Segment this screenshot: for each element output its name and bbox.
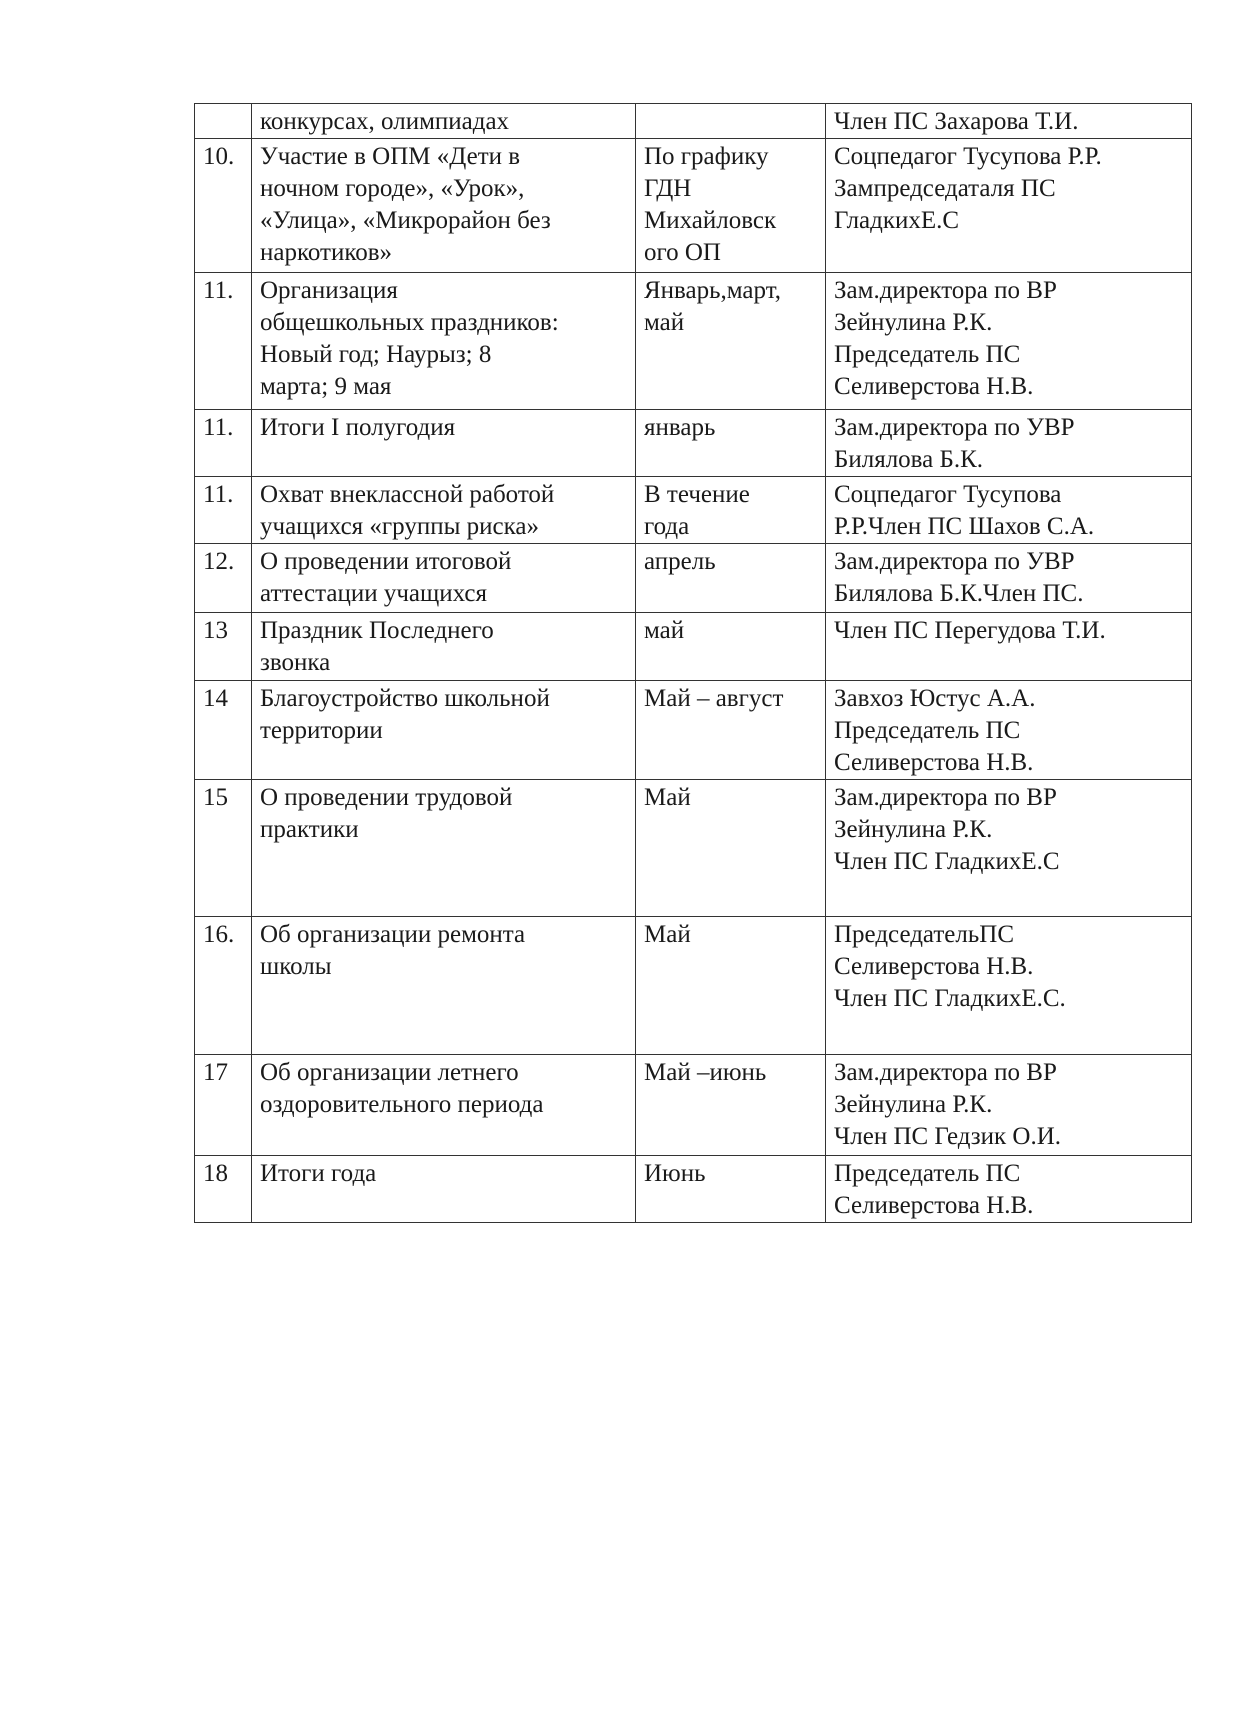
date-cell: Май –июнь xyxy=(636,1055,826,1156)
date-cell: Май – август xyxy=(636,681,826,780)
responsible-cell: ПредседательПС Селиверстова Н.В. Член ПС ГладкихЕ.С. xyxy=(826,917,1192,1055)
responsible-cell: Зам.директора по УВР Билялова Б.К. xyxy=(826,410,1192,477)
date-cell: Июнь xyxy=(636,1156,826,1223)
table-row xyxy=(195,477,1192,544)
date-cell: январь xyxy=(636,410,826,477)
row-number xyxy=(195,104,252,139)
date-cell: Май xyxy=(636,780,826,917)
date-cell: май xyxy=(636,613,826,681)
responsible-cell: Соцпедагог Тусупова Р.Р. Зампредседаталя ПС ГладкихЕ.С xyxy=(826,139,1192,273)
event-cell: О проведении трудовой практики xyxy=(252,780,636,917)
responsible-cell: Зам.директора по ВР Зейнулина Р.К. Член ПС Гедзик О.И. xyxy=(826,1055,1192,1156)
event-cell: Охват внеклассной работой учащихся «группы риска» xyxy=(252,477,636,544)
row-number: 11. xyxy=(195,477,252,544)
row-number: 11. xyxy=(195,410,252,477)
row-number: 17 xyxy=(195,1055,252,1156)
table-row xyxy=(195,544,1192,613)
event-cell: конкурсах, олимпиадах xyxy=(252,104,636,139)
row-number: 11. xyxy=(195,273,252,410)
date-cell: Январь,март, май xyxy=(636,273,826,410)
responsible-cell: Соцпедагог Тусупова Р.Р.Член ПС Шахов С.А. xyxy=(826,477,1192,544)
date-cell xyxy=(636,104,826,139)
table-row xyxy=(195,273,1192,410)
table-row xyxy=(195,613,1192,681)
responsible-cell: Зам.директора по УВР Билялова Б.К.Член ПС. xyxy=(826,544,1192,613)
table-row xyxy=(195,104,1192,139)
date-cell: апрель xyxy=(636,544,826,613)
row-number: 12. xyxy=(195,544,252,613)
responsible-cell: Зам.директора по ВР Зейнулина Р.К. Член ПС ГладкихЕ.С xyxy=(826,780,1192,917)
table-row xyxy=(195,1156,1192,1223)
plan-table xyxy=(194,103,1192,1223)
table-row xyxy=(195,780,1192,917)
date-cell: Май xyxy=(636,917,826,1055)
responsible-cell: Председатель ПС Селиверстова Н.В. xyxy=(826,1156,1192,1223)
row-number: 18 xyxy=(195,1156,252,1223)
responsible-cell: Завхоз Юстус А.А. Председатель ПС Селиверстова Н.В. xyxy=(826,681,1192,780)
event-cell: Об организации летнего оздоровительного периода xyxy=(252,1055,636,1156)
row-number: 14 xyxy=(195,681,252,780)
date-cell: По графику ГДН Михайловск ого ОП xyxy=(636,139,826,273)
event-cell: Благоустройство школьной территории xyxy=(252,681,636,780)
row-number: 16. xyxy=(195,917,252,1055)
table-row xyxy=(195,681,1192,780)
event-cell: Итоги I полугодия xyxy=(252,410,636,477)
event-cell: Об организации ремонта школы xyxy=(252,917,636,1055)
table-row xyxy=(195,1055,1192,1156)
event-cell: Итоги года xyxy=(252,1156,636,1223)
table-row xyxy=(195,410,1192,477)
row-number: 10. xyxy=(195,139,252,273)
event-cell: Праздник Последнего звонка xyxy=(252,613,636,681)
row-number: 15 xyxy=(195,780,252,917)
responsible-cell: Член ПС Захарова Т.И. xyxy=(826,104,1192,139)
responsible-cell: Член ПС Перегудова Т.И. xyxy=(826,613,1192,681)
event-cell: Организация общешкольных праздников: Новый год; Наурыз; 8 марта; 9 мая xyxy=(252,273,636,410)
date-cell: В течение года xyxy=(636,477,826,544)
event-cell: О проведении итоговой аттестации учащихся xyxy=(252,544,636,613)
plan-table-body xyxy=(195,104,1192,1223)
row-number: 13 xyxy=(195,613,252,681)
table-row xyxy=(195,139,1192,273)
table-row xyxy=(195,917,1192,1055)
responsible-cell: Зам.директора по ВР Зейнулина Р.К. Председатель ПС Селиверстова Н.В. xyxy=(826,273,1192,410)
event-cell: Участие в ОПМ «Дети в ночном городе», «Урок», «Улица», «Микрорайон без наркотиков» xyxy=(252,139,636,273)
